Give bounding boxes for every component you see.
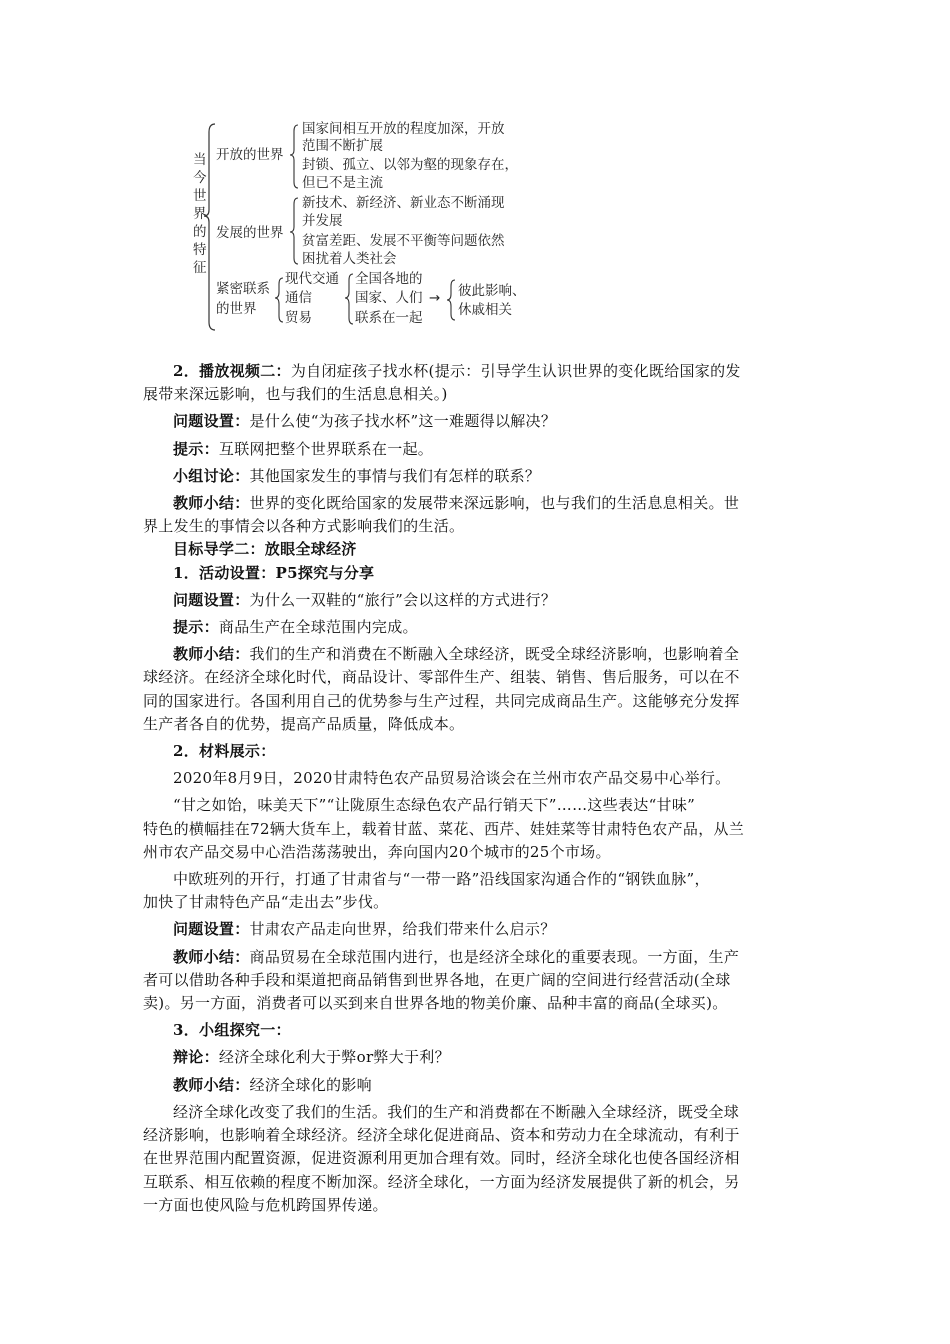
teacher-summary — [143, 1074, 806, 1097]
linked-world-label: 紧密联系 — [216, 281, 270, 297]
paragraph-text: 甘肃农产品走向世界，给我们带来什么启示？ — [249, 920, 556, 939]
linked-brace — [275, 278, 283, 322]
linked-world-label: 的世界 — [216, 301, 257, 317]
develop-line: 并发展 — [302, 213, 343, 229]
paragraph-text: 互联网把整个世界联系在一起。 — [218, 439, 434, 458]
root-char: 特 — [193, 242, 207, 258]
teacher-summary-cont: 卖)。另一方面，消费者可以买到来自世界各地的物美价廉、品种丰富的商品(全球买)。 — [143, 994, 728, 1013]
lesson-content — [143, 360, 806, 1217]
teacher-summary — [143, 643, 806, 666]
label: 问题设置： — [173, 412, 250, 431]
question-setting — [143, 918, 806, 941]
root-char: 世 — [193, 188, 207, 204]
activity-heading: 1．活动设置：P5探究与分享 — [173, 563, 375, 582]
explore-heading: 3．小组探究一： — [173, 1021, 291, 1040]
root-char: 的 — [193, 224, 207, 240]
paragraph-text: 是什么使“为孩子找水杯”这一难题得以解决？ — [249, 412, 557, 431]
material-paragraph: 加快了甘肃特色产品“走出去”步伐。 — [143, 893, 389, 912]
final-paragraph: 经济影响，也影响着全球经济。经济全球化促进商品、资本和劳动力在全球流动，有利于 — [143, 1126, 740, 1145]
open-line: 国家间相互开放的程度加深，开放 — [302, 121, 505, 137]
root-char: 当 — [193, 152, 207, 168]
material-paragraph: 特色的横幅挂在72辆大货车上，载着甘蓝、菜花、西芹、娃娃菜等甘肃特色农产品，从兰 — [143, 819, 745, 838]
develop-line: 贫富差距、发展不平衡等问题依然 — [302, 233, 505, 249]
paragraph-text: 商品贸易在全球范围内进行，也是经济全球化的重要表现。一方面，生产 — [249, 947, 740, 966]
hint — [143, 438, 806, 461]
final-paragraph: 一方面也使风险与危机跨国界传递。 — [143, 1195, 388, 1214]
debate — [143, 1046, 806, 1069]
teacher-summary — [143, 492, 806, 515]
label: 教师小结： — [173, 1075, 250, 1094]
develop-world-label: 发展的世界 — [216, 225, 284, 241]
paragraph-text: 商品生产在全球范围内完成。 — [218, 618, 418, 637]
develop-line: 新技术、新经济、新业态不断涌现 — [302, 195, 505, 211]
root-char: 征 — [193, 260, 207, 276]
linked-result: 休戚相关 — [458, 302, 512, 318]
hint — [143, 616, 806, 639]
teacher-summary-cont: 界上发生的事情会以各种方式影响我们的生活。 — [143, 517, 465, 536]
label: 提示： — [173, 439, 219, 458]
open-brace — [290, 125, 298, 188]
linked-joined: 联系在一起 — [355, 310, 423, 326]
question-setting — [143, 589, 806, 612]
develop-line: 困扰着人类社会 — [302, 251, 397, 267]
teacher-summary — [143, 946, 806, 969]
teacher-summary-cont: 者可以借助各种手段和渠道把商品销售到世界各地，在更广阔的空间进行经营活动(全球 — [143, 970, 731, 989]
label: 辩论： — [173, 1048, 219, 1067]
final-paragraph: 在世界范围内配置资源，促进资源利用更加合理有效。同时，经济全球化也使各国经济相 — [143, 1149, 740, 1168]
material-paragraph: “甘之如饴，味美天下”“让陇原生态绿色农产品行销天下”……这些表达“甘味” — [173, 796, 696, 815]
linked-joined: 全国各地的 — [355, 271, 423, 287]
label: 教师小结： — [173, 947, 250, 966]
final-paragraph: 互联系、相互依赖的程度不断加深。经济全球化，一方面为经济发展提供了新的机会，另 — [143, 1172, 740, 1191]
paragraph-text: 为自闭症孩子找水杯(提示：引导学生认识世界的变化既给国家的发 — [290, 362, 741, 380]
material-heading: 2．材料展示： — [173, 742, 276, 761]
teacher-summary-cont: 球经济。在经济全球化时代，商品设计、零部件生产、组装、销售、售后服务，可以在不 — [143, 668, 740, 687]
video2-line — [143, 360, 806, 383]
material-paragraph: 2020年8月9日，2020甘肃特色农产品贸易洽谈会在兰州市农产品交易中心举行。 — [173, 769, 731, 788]
material-paragraph: 州市农产品交易中心浩浩荡荡驶出，奔向国内20个城市的25个市场。 — [143, 842, 611, 861]
root-char: 界 — [193, 206, 207, 222]
question-setting — [143, 410, 806, 433]
teacher-summary-cont: 生产者各自的优势，提高产品质量，降低成本。 — [143, 714, 465, 733]
open-world-label: 开放的世界 — [216, 147, 284, 163]
label: 教师小结： — [173, 645, 250, 664]
linked-result: 彼此影响、 — [458, 283, 526, 299]
label: 教师小结： — [173, 494, 250, 513]
paragraph-text: 经济全球化的影响 — [249, 1075, 372, 1094]
video2-line: 展带来深远影响，也与我们的生活息息相关。) — [143, 385, 448, 404]
paragraph-text: 经济全球化利大于弊or弊大于利？ — [218, 1048, 450, 1067]
paragraph-text: 我们的生产和消费在不断融入全球经济，既受全球经济影响，也影响着全 — [249, 645, 740, 664]
linked-means: 贸易 — [285, 310, 312, 326]
right-arrow-icon: → — [429, 290, 441, 306]
label: 问题设置： — [173, 920, 250, 939]
material-paragraph: 中欧班列的开行，打通了甘肃省与“一带一路”沿线国家沟通合作的“钢铁血脉”， — [173, 870, 710, 889]
group-discussion — [143, 465, 806, 488]
final-paragraph: 经济全球化改变了我们的生活。我们的生产和消费都在不断融入全球经济，既受全球 — [173, 1102, 740, 1121]
label: 问题设置： — [173, 590, 250, 609]
section-heading: 2．播放视频二： — [173, 362, 291, 380]
world-features-diagram — [185, 112, 530, 345]
paragraph-text: 其他国家发生的事情与我们有怎样的联系？ — [249, 466, 541, 485]
label: 提示： — [173, 618, 219, 637]
means-brace — [345, 274, 353, 324]
linked-joined: 国家、人们 — [355, 290, 423, 306]
goal-heading: 目标导学二：放眼全球经济 — [173, 540, 357, 559]
paragraph-text: 世界的变化既给国家的发展带来深远影响，也与我们的生活息息相关。世 — [249, 494, 740, 513]
result-brace — [447, 280, 455, 320]
open-line: 范围不断扩展 — [302, 138, 383, 154]
teacher-summary-cont: 同的国家进行。各国利用自己的优势参与生产过程，共同完成商品生产。这能够充分发挥 — [143, 691, 740, 710]
paragraph-text: 为什么一双鞋的“旅行”会以这样的方式进行？ — [249, 590, 557, 609]
label: 小组讨论： — [173, 466, 250, 485]
open-line: 但已不是主流 — [302, 175, 383, 191]
linked-means: 通信 — [285, 290, 312, 306]
develop-brace — [290, 198, 298, 264]
root-char: 今 — [193, 170, 207, 186]
open-line: 封锁、孤立、以邻为壑的现象存在， — [302, 157, 518, 173]
linked-means: 现代交通 — [285, 271, 339, 287]
